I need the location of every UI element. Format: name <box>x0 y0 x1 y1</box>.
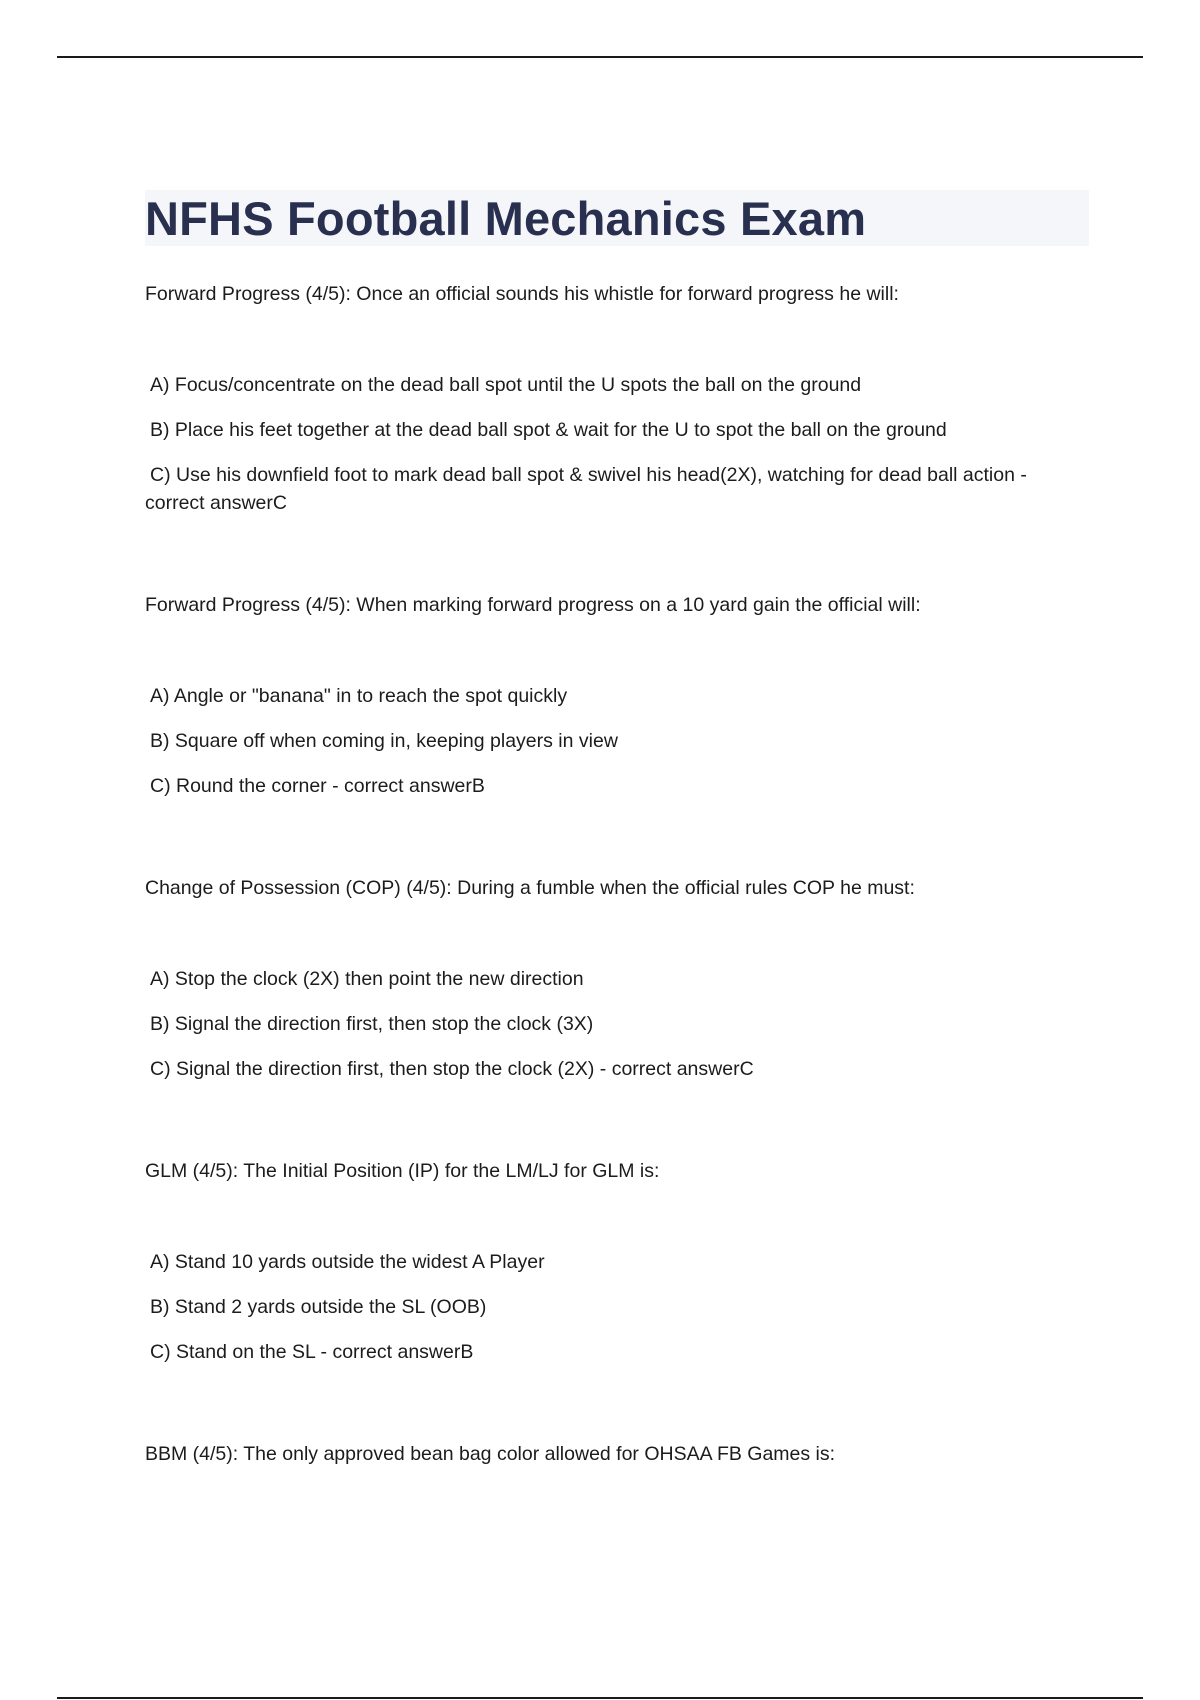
answer-option: C) Use his downfield foot to mark dead ball spot & swivel his head(2X), watching for dead ball action - correct answerC <box>145 464 1027 514</box>
question-text: Forward Progress (4/5): When marking forward progress on a 10 yard gain the official will: <box>145 594 921 616</box>
answer-option: A) Stand 10 yards outside the widest A Player <box>150 1251 545 1273</box>
question-block <box>145 1157 1089 1366</box>
answer-option: A) Stop the clock (2X) then point the new direction <box>150 968 584 990</box>
question-text: Forward Progress (4/5): Once an official sounds his whistle for forward progress he will: <box>145 283 899 305</box>
question-text: BBM (4/5): The only approved bean bag color allowed for OHSAA FB Games is: <box>145 1443 836 1465</box>
question-block <box>145 874 1089 1083</box>
question-block <box>145 591 1089 800</box>
page-title: NFHS Football Mechanics Exam <box>145 191 867 245</box>
answer-option: A) Angle or "banana" in to reach the spot quickly <box>150 685 568 707</box>
answer-option: B) Signal the direction first, then stop the clock (3X) <box>150 1013 594 1035</box>
question-text: Change of Possession (COP) (4/5): During a fumble when the official rules COP he must: <box>145 877 915 899</box>
answer-option: A) Focus/concentrate on the dead ball spot until the U spots the ball on the ground <box>150 374 862 396</box>
answer-option: C) Stand on the SL - correct answerB <box>150 1341 474 1363</box>
answer-option: C) Round the corner - correct answerB <box>150 775 485 797</box>
question-block <box>145 280 1089 517</box>
answer-option: B) Place his feet together at the dead ball spot & wait for the U to spot the ball on the ground <box>150 419 947 441</box>
footer-rule <box>57 1697 1143 1699</box>
document-body <box>145 190 1089 1542</box>
question-text: GLM (4/5): The Initial Position (IP) for the LM/LJ for GLM is: <box>145 1160 660 1182</box>
answer-option: C) Signal the direction first, then stop the clock (2X) - correct answerC <box>150 1058 754 1080</box>
answer-option: B) Square off when coming in, keeping players in view <box>150 730 618 752</box>
question-block <box>145 1440 1089 1468</box>
title-bar <box>145 190 1089 246</box>
header-rule <box>57 56 1143 58</box>
answer-option: B) Stand 2 yards outside the SL (OOB) <box>150 1296 487 1318</box>
